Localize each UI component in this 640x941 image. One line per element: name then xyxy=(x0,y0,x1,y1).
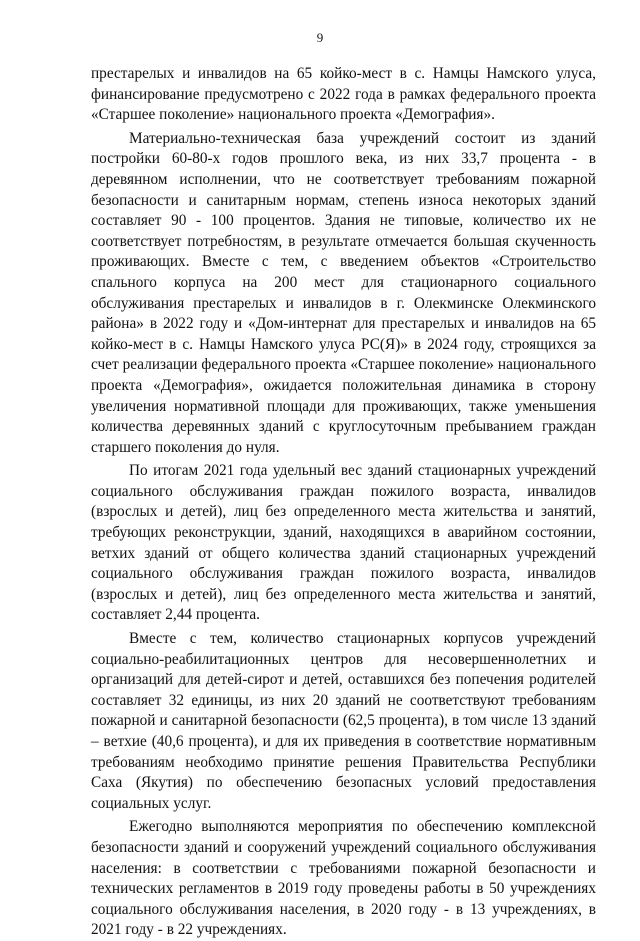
paragraph-annual-measures: Ежегодно выполняются мероприятия по обеспечению комплексной безопасности зданий и сооружений учреждений социального обслуживания населения: в соответствии с требованиями пожарной безопасности и технических регламентов в 2019 году проведены работы в 50 учреждениях социального обслуживания населения, в 2020 году - в 13 учреждениях, в 2021 году - в 22 учреждениях. xyxy=(91,818,596,939)
page-number: 9 xyxy=(316,30,324,45)
paragraph-2021-results: По итогам 2021 года удельный вес зданий стационарных учреждений социального обслуживания граждан пожилого возраста, инвалидов (взрослых и детей), лиц без определенного места жительства и занятий, требующих реконструкции, зданий, находящихся в аварийном состоянии, ветхих зданий от общего количества зданий стационарных учреждений социального обслуживания граждан пожилого возраста, инвалидов (взрослых и детей), лиц без определенного места жительства и занятий, составляет 2,44 процента. xyxy=(91,462,596,624)
document-body xyxy=(91,64,596,941)
paragraph-rehab-centers: Вместе с тем, количество стационарных корпусов учреждений социально-реабилитационных центров для несовершеннолетних и организаций для детей-сирот и детей, оставшихся без попечения родителей составляет 32 единицы, из них 20 зданий не соответствуют требованиям пожарной и санитарной безопасности (62,5 процента), в том числе 13 зданий – ветхие (40,6 процента), и для их приведения в соответствие нормативным требованиям необходимо принятие решения Правительства Республики Саха (Якутия) по обеспечению безопасных условий предоставления социальных услуг. xyxy=(91,630,596,812)
paragraph-material-base: Материально-техническая база учреждений состоит из зданий постройки 60-80-х годов прошлого века, из них 33,7 процента - в деревянном исполнении, что не соответствует требованиям пожарной безопасности и санитарным нормам, степень износа некоторых зданий составляет 90 - 100 процентов. Здания не типовые, количество их не соответствует потребностям, в результате отмечается большая скученность проживающих. Вместе с тем, с введением объектов «Строительство спального корпуса на 200 мест для стационарного социального обслуживания престарелых и инвалидов в г. Олекминске Олекминского района» в 2022 году и «Дом-интернат для престарелых и инвалидов на 65 койко-мест в с. Намцы Намского улуса РС(Я)» в 2024 году, строящихся за счет реализации федерального проекта «Старшее поколение» национального проекта «Демография», ожидается положительная динамика в сторону увеличения нормативной площади для проживающих, также уменьшения количества деревянных зданий с круглосуточным пребыванием граждан старшего поколения до нуля. xyxy=(91,129,596,456)
paragraph-continuation: престарелых и инвалидов на 65 койко-мест в с. Намцы Намского улуса, финансирование предусмотрено с 2022 года в рамках федерального проекта «Старшее поколение» национального проекта «Демография». xyxy=(91,65,596,124)
